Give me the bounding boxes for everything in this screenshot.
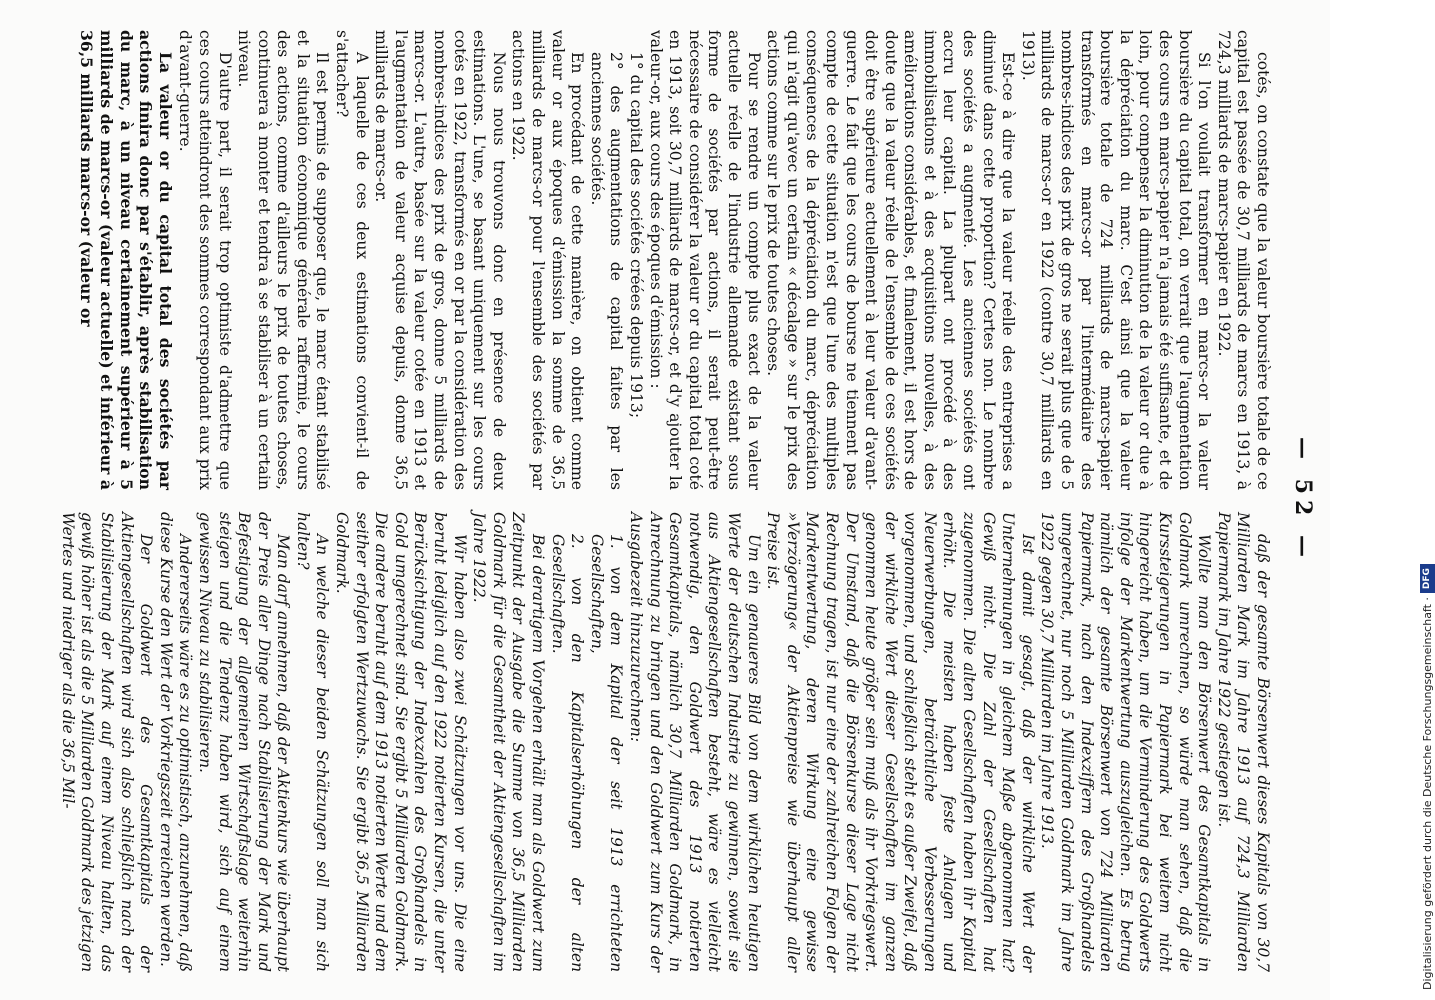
de-paragraph: daß der gesamte Börsenwert dieses Kapitals von 30,7 Milliarden Mark im Jahre 1913 auf 724,3 Milliarden Papiermark im Jahre 1922 gestiegen ist. xyxy=(1214,512,1272,972)
de-paragraph: Andererseits wäre es zu optimistisch, anzunehmen, daß diese Kurse den Wert der Vorkriegszeit erreichen werden. xyxy=(156,512,195,972)
fr-list-item: 2° des augmentations de capital faites par les anciennes sociétés. xyxy=(587,52,626,490)
fr-list-item: 1° du capital des sociétés créées depuis 1913; xyxy=(627,52,645,419)
de-paragraph: Man darf annehmen, daß der Aktienkurs wie überhaupt der Preis aller Dinge nach Stabilisierung der Mark und Befestigung der allgemeinen Wirtschaftslage weiterhin steigen und die Tendenz haben wird, sich auf einem gewissen Niveau zu stabilisieren. xyxy=(195,512,293,972)
fr-paragraph: Nous nous trouvons donc en présence de deux estimations. L'une, se basant uniquement sur les cours cotés en 1922, transformés en or par la considération des nombres-indices des prix de gros, donne 5 milliards de marcs-or. L'autre, basée sur la valeur cotée en 1913 et l'augmentation de valeur acquise depuis, donne 36,5 milliards de marcs-or. xyxy=(372,30,508,490)
fr-paragraph: D'autre part, il serait trop optimiste d'admettre que ces cours atteindront des sommes correspondant aux prix d'avant-guerre. xyxy=(176,30,234,490)
fr-list xyxy=(586,30,645,490)
de-paragraph: Ist damit gesagt, daß der wirkliche Wert der Unternehmungen in gleichem Maße abgenommen hat? Gewiß nicht. Die Zahl der Gesellschaften hat zugenommen. Die alten Gesellschaften haben ihr Kapital erhöht. Die meisten haben feste Anlagen und Neuerwerbungen, beträchtliche Verbesserungen vorgenommen, und schließlich steht es außer Zweifel, daß der wirkliche Wert dieser Gesellschaften im ganzen genommen heute größer sein muß als ihr Vorkriegswert. Der Umstand, daß die Börsenkurse dieser Lage nicht Rechnung tragen, ist nur eine der zahlreichen Folgen der Markentwertung, deren Wirkung eine gewisse »Verzögerung« der Aktienpreise wie überhaupt aller Preise ist. xyxy=(764,512,1037,972)
fr-paragraph: En procédant de cette manière, on obtient comme valeur or aux époques d'émission la somme de 36,5 milliards de marcs-or pour l'ensemble des sociétés par actions en 1922. xyxy=(509,30,587,490)
de-list xyxy=(547,512,625,972)
fr-paragraph: A laquelle de ces deux estimations convient-il de s'attacher? xyxy=(333,30,371,490)
fr-paragraph: Si l'on voulait transformer en marcs-or la valeur boursière du capital total, on verrait que l'augmentation des cours en marcs-papier n'a jamais été suffisante, et de loin, pour compenser la diminution de la valeur or due à la dépréciation du marc. C'est ainsi que la valeur boursière totale de 724 milliards de marcs-papier transformés en marcs-or par l'intermédiaire des nombres-indices des prix de gros ne serait plus que de 5 milliards de marcs-or en 1922 (contre 30,7 milliards en 1913). xyxy=(1018,30,1214,490)
de-paragraph: Um ein genaueres Bild von dem wirklichen heutigen Werte der deutschen Industrie zu gewinnen, soweit sie aus Aktiengesellschaften besteht, wäre es vielleicht notwendig, den Goldwert des 1913 notierten Gesamtkapitals, nämlich 30,7 Milliarden Goldmark, in Anrechnung zu bringen und den Goldwert zum Kurs der Ausgabezeit hinzuzurechnen: xyxy=(627,512,763,972)
de-paragraph: An welche dieser beiden Schätzungen soll man sich halten? xyxy=(293,512,332,972)
credit-text: Digitalisierung gefördert durch die Deutsche Forschungsgemeinschaft · xyxy=(1421,597,1434,990)
de-paragraph: Wir haben also zwei Schätzungen vor uns. Die eine beruht lediglich auf den 1922 notierten Kursen, die unter Berücksichtigung der Indexzahlen des Großhandels in Gold umgerechnet sind. Sie ergibt 5 Milliarden Goldmark. Die andere beruht auf dem 1913 notierten Werte und dem seither erfolgten Wertzuwachs. Sie ergibt 36,5 Milliarden Goldmark. xyxy=(333,512,469,972)
fr-paragraph: Il est permis de supposer que, le marc étant stabilisé et la situation économique générale raffermie, le cours des actions, comme d'ailleurs le prix de toutes choses, continuera à monter et tendra à se stabiliser à un certain niveau. xyxy=(235,30,332,490)
dfg-logo: DFG xyxy=(1420,564,1435,593)
digitization-credit xyxy=(1420,564,1435,990)
french-text-column xyxy=(77,30,1272,490)
fr-paragraph: La valeur or du capital total des sociétés par actions finira donc par s'établir, après stabilisation du marc, à un niveau certainement supérieur à 5 milliards de marcs-or (valeur actuelle) et inférieur à 36,5 milliards marcs-or (valeur or xyxy=(77,30,175,490)
de-paragraph: Der Goldwert des Gesamtkapitals der Aktiengesellschaften wird sich also schließlich nach der Stabilisierung der Mark auf einem Niveau halten, das gewiß höher ist als die 5 Milliarden Goldmark des jetzigen Wertes und niedriger als die 36,5 Mil- xyxy=(58,512,156,972)
german-text-column xyxy=(58,512,1272,972)
de-paragraph: Bei derartigem Vorgehen erhält man als Goldwert zum Zeitpunkt der Ausgabe die Summe von 36,5 Milliarden Goldmark für die Gesamtheit der Aktiengesellschaften im Jahre 1922. xyxy=(470,512,548,972)
de-list-item: 1. von dem Kapital der seit 1913 errichteten Gesellschaften, xyxy=(587,534,626,972)
de-list-item: 2. von den Kapitalserhöhungen der alten Gesellschaften. xyxy=(548,534,587,972)
de-paragraph: Wollte man den Börsenwert des Gesamtkapitals in Goldmark umrechnen, so würde man sehen, daß die Kurssteigerungen in Papiermark bei weitem nicht hingereicht haben, um die Verminderung des Goldwerts infolge der Markentwertung auszugleichen. Es betrug nämlich der gesamte Börsenwert von 724 Milliarden Papiermark, nach den Indexziffern des Großhandels umgerechnet, nur noch 5 Milliarden Goldmark im Jahre 1922 gegen 30,7 Milliarden im Jahre 1913. xyxy=(1038,512,1214,972)
page-number: — 52 — xyxy=(1290,437,1316,563)
fr-paragraph: Est-ce à dire que la valeur réelle des entreprises a diminué dans cette proportion? Certes non. Le nombre des sociétés a augmenté. Les anciennes sociétés ont accru leur capital. La plupart ont procédé à des immobilisations et à des acquisitions nouvelles, à des améliorations considérables, et finalement, il est hors de doute que la valeur réelle de l'ensemble de ces sociétés doit être supérieure actuellement à leur valeur d'avant-guerre. Le fait que les cours de bourse ne tiennent pas compte de cette situation n'est que l'une des multiples conséquences de la dépréciation du marc, dépréciation qui n'agit qu'avec un certain « décalage » sur le prix des actions comme sur le prix de toutes choses. xyxy=(764,30,1018,490)
fr-paragraph: Pour se rendre un compte plus exact de la valeur actuelle réelle de l'industrie allemande existant sous forme de sociétés par actions, il serait peut-être nécessaire de considérer la valeur or du capital total coté en 1913, soit 30,7 milliards de marcs-or, et d'y ajouter la valeur-or, aux cours des époques d'émission : xyxy=(646,30,763,490)
fr-paragraph: cotés, on constate que la valeur boursière totale de ce capital est passée de 30,7 milliards de marcs en 1913, à 724,3 milliards de marcs-papier en 1922. xyxy=(1214,30,1272,490)
